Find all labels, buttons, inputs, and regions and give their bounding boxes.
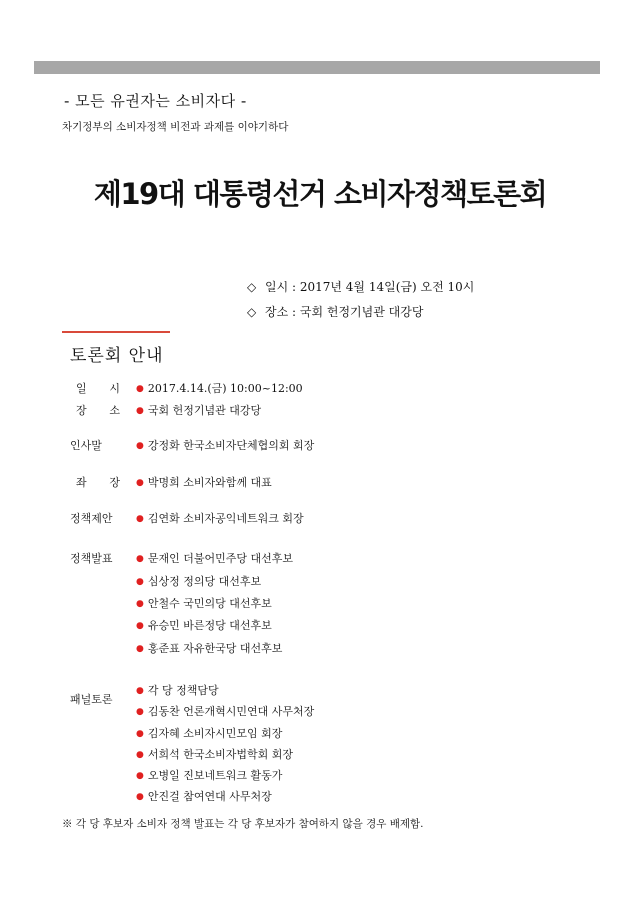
program-label-char: 시 xyxy=(109,382,120,395)
program-item-text: 박명희 소비자와함께 대표 xyxy=(147,476,272,489)
program-label: 정책발표 xyxy=(70,552,113,565)
program-item xyxy=(136,437,314,453)
program-label: 인사말 xyxy=(70,439,102,452)
bullet-icon: ● xyxy=(136,478,144,488)
program-item-text: 홍준표 자유한국당 대선후보 xyxy=(147,642,283,655)
bullet-icon: ● xyxy=(136,577,144,587)
program-item-text: 김연화 소비자공익네트워크 회장 xyxy=(147,512,304,525)
program-item-text: 강정화 한국소비자단체협의회 회장 xyxy=(147,439,315,452)
program-item-text: 김동찬 언론개혁시민연대 사무처장 xyxy=(147,705,315,718)
program-item xyxy=(136,550,293,566)
bullet-icon: ● xyxy=(136,514,144,524)
bullet-icon: ● xyxy=(136,621,144,631)
program-item-text: 유승민 바른정당 대선후보 xyxy=(147,619,272,632)
program-label-char: 좌 xyxy=(76,476,87,489)
program-item-text: 안진걸 참여연대 사무처장 xyxy=(147,790,272,803)
program-item-text: 김자혜 소비자시민모임 회장 xyxy=(147,727,283,740)
bullet-icon: ● xyxy=(136,644,144,654)
diamond-icon: ◇ xyxy=(247,280,257,294)
bullet-icon: ● xyxy=(136,441,144,451)
program-label: 정책제안 xyxy=(70,512,113,525)
program-item xyxy=(136,682,219,698)
program-item-text: 문재인 더불어민주당 대선후보 xyxy=(147,552,293,565)
program-item xyxy=(136,725,282,741)
program-item xyxy=(136,746,293,762)
subtitle: 차기정부의 소비자정책 비전과 과제를 이야기하다 xyxy=(62,121,289,133)
program-item-text: 심상정 정의당 대선후보 xyxy=(147,575,262,588)
program-item xyxy=(136,788,272,804)
program-item xyxy=(136,380,303,396)
program-item-text: 서희석 한국소비자법학회 회장 xyxy=(147,748,293,761)
section-heading: 토론회 안내 xyxy=(70,346,164,366)
bullet-icon: ● xyxy=(136,599,144,609)
bullet-icon: ● xyxy=(136,792,144,802)
program-item xyxy=(136,617,272,633)
bullet-icon: ● xyxy=(136,686,144,696)
top-gray-bar xyxy=(34,61,600,74)
program-item xyxy=(136,595,272,611)
program-label-char: 소 xyxy=(109,404,120,417)
bullet-icon: ● xyxy=(136,750,144,760)
program-item xyxy=(136,703,314,719)
program-item-text: 각 당 정책담당 xyxy=(147,684,219,697)
program-item-text: 2017.4.14.(금) 10:00~12:00 xyxy=(147,382,303,395)
program-label-char: 장 xyxy=(109,476,120,489)
footnote: ※ 각 당 후보자 소비자 정책 발표는 각 당 후보자가 참여하지 않을 경우 배제함. xyxy=(62,818,424,830)
event-date xyxy=(247,278,474,295)
program-label-char: 장 xyxy=(76,404,87,417)
program-item xyxy=(136,474,272,490)
program-label-char: 일 xyxy=(76,382,87,395)
bullet-icon: ● xyxy=(136,707,144,717)
program-label xyxy=(76,474,120,490)
bullet-icon: ● xyxy=(136,384,144,394)
event-date-text: 일시 : 2017년 4월 14일(금) 오전 10시 xyxy=(265,280,475,294)
diamond-icon: ◇ xyxy=(247,305,257,319)
program-label xyxy=(76,380,120,396)
bullet-icon: ● xyxy=(136,729,144,739)
program-label: 패널토론 xyxy=(70,693,113,706)
program-item-text: 오병일 진보네트워크 활동가 xyxy=(147,769,283,782)
page-title: 제19대 대통령선거 소비자정책토론회 xyxy=(93,177,547,211)
program-item xyxy=(136,402,261,418)
event-place-text: 장소 : 국회 헌정기념관 대강당 xyxy=(265,305,424,319)
program-item xyxy=(136,640,282,656)
program-item-text: 안철수 국민의당 대선후보 xyxy=(147,597,272,610)
section-divider xyxy=(62,331,170,333)
event-place xyxy=(247,303,423,320)
program-item xyxy=(136,573,261,589)
program-item xyxy=(136,767,282,783)
bullet-icon: ● xyxy=(136,771,144,781)
bullet-icon: ● xyxy=(136,554,144,564)
program-item-text: 국회 헌정기념관 대강당 xyxy=(147,404,262,417)
program-label xyxy=(76,402,120,418)
program-item xyxy=(136,510,304,526)
tagline: - 모든 유권자는 소비자다 - xyxy=(64,92,247,110)
bullet-icon: ● xyxy=(136,406,144,416)
